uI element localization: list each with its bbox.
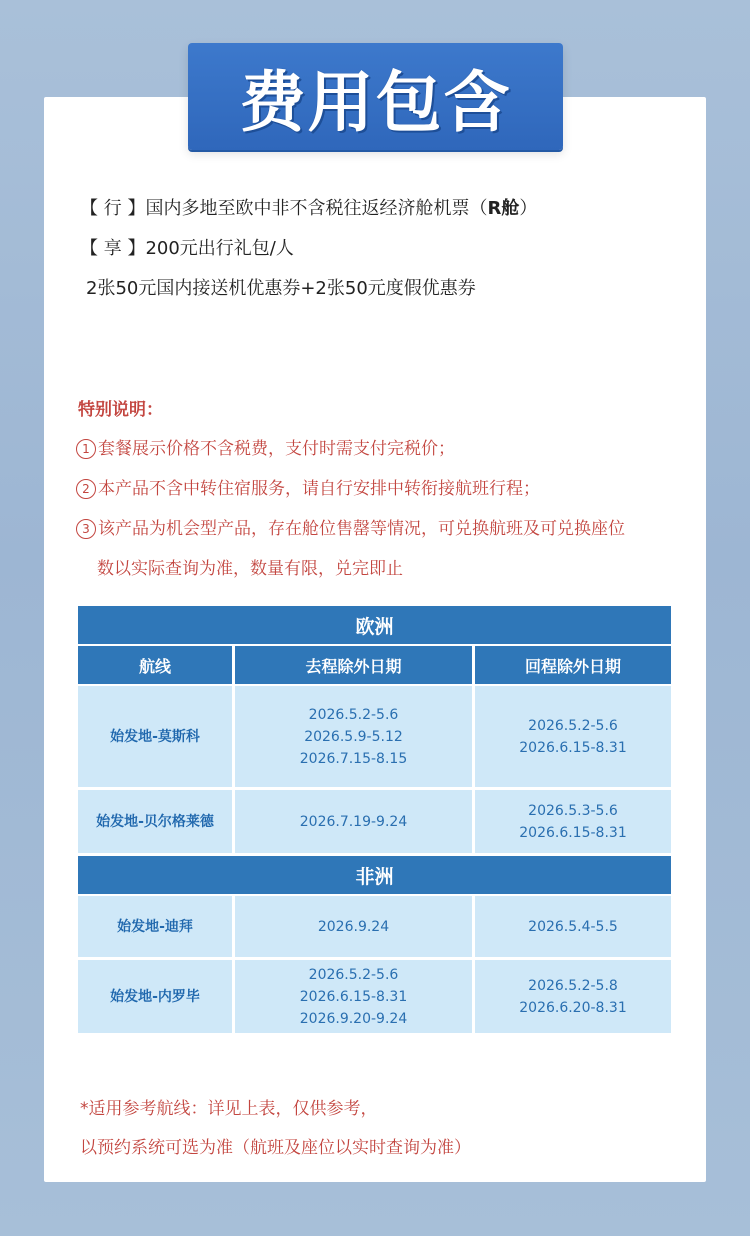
return-dates-cell [475, 790, 671, 853]
date-range: 2026.5.2-5.8 [528, 977, 618, 994]
outbound-dates-cell [235, 896, 472, 957]
cabin-class: R舱 [487, 198, 520, 219]
note-item-1 [76, 434, 455, 459]
header-banner [188, 43, 563, 150]
outbound-dates-cell [235, 686, 472, 787]
date-range: 2026.5.2-5.6 [308, 966, 399, 983]
note-text: 该产品为机会型产品，存在舱位售罄等情况，可兑换航班及可兑换座位 [98, 519, 625, 539]
circled-number: 1 [76, 439, 96, 459]
route-cell: 始发地-内罗毕 [78, 960, 232, 1033]
include-text-end: ） [519, 198, 538, 219]
footer-note-2: 以预约系统可选为准（航班及座位以实时查询为准） [80, 1138, 471, 1158]
note-text: 套餐展示价格不含税费，支付时需支付完税价； [98, 439, 455, 459]
region-header-europe: 欧洲 [78, 606, 671, 644]
outbound-dates-cell [235, 790, 472, 853]
include-item-gift [80, 234, 294, 260]
return-dates-cell [475, 896, 671, 957]
include-item-flight [80, 194, 537, 220]
note-item-2 [76, 474, 540, 499]
route-cell: 始发地-莫斯科 [78, 686, 232, 787]
circled-number: 3 [76, 519, 96, 539]
region-header-africa: 非洲 [78, 856, 671, 894]
include-item-coupons [86, 274, 476, 300]
date-range: 2026.6.20-8.31 [519, 999, 627, 1016]
note-text: 本产品不含中转住宿服务，请自行安排中转衔接航班行程； [98, 479, 540, 499]
column-header-return: 回程除外日期 [475, 646, 671, 684]
include-text: 2张50元国内接送机优惠券+2张50元度假优惠券 [86, 278, 476, 299]
include-tag: 【 行 】 [80, 198, 146, 219]
page-title: 费用包含 [239, 64, 512, 141]
date-range: 2026.5.2-5.6 [528, 717, 618, 734]
date-range: 2026.9.20-9.24 [299, 1010, 408, 1027]
date-range: 2026.6.15-8.31 [299, 988, 408, 1005]
return-dates-cell [475, 686, 671, 787]
include-text: 国内多地至欧中非不含税往返经济舱机票（ [145, 198, 488, 219]
date-range: 2026.5.9-5.12 [304, 728, 403, 745]
notes-title: 特别说明： [78, 400, 163, 420]
include-tag: 【 享 】 [80, 238, 146, 259]
include-text: 200元出行礼包/人 [145, 238, 294, 259]
outbound-dates-cell [235, 960, 472, 1033]
date-range: 2026.6.15-8.31 [519, 739, 627, 756]
date-range: 2026.9.24 [317, 918, 390, 935]
date-range: 2026.6.15-8.31 [519, 824, 627, 841]
route-cell: 始发地-贝尔格莱德 [78, 790, 232, 853]
date-range: 2026.7.19-9.24 [299, 813, 408, 830]
date-range: 2026.5.3-5.6 [528, 802, 618, 819]
date-range: 2026.5.4-5.5 [528, 918, 618, 935]
return-dates-cell [475, 960, 671, 1033]
column-header-route: 航线 [78, 646, 232, 684]
note-item-3-continued: 数以实际查询为准，数量有限，兑完即止 [97, 559, 403, 579]
date-range: 2026.5.2-5.6 [308, 706, 399, 723]
circled-number: 2 [76, 479, 96, 499]
note-item-3 [76, 514, 625, 539]
column-header-outbound: 去程除外日期 [235, 646, 472, 684]
date-range: 2026.7.15-8.15 [299, 750, 408, 767]
footer-note-1: *适用参考航线：详见上表，仅供参考， [80, 1099, 378, 1119]
route-cell: 始发地-迪拜 [78, 896, 232, 957]
